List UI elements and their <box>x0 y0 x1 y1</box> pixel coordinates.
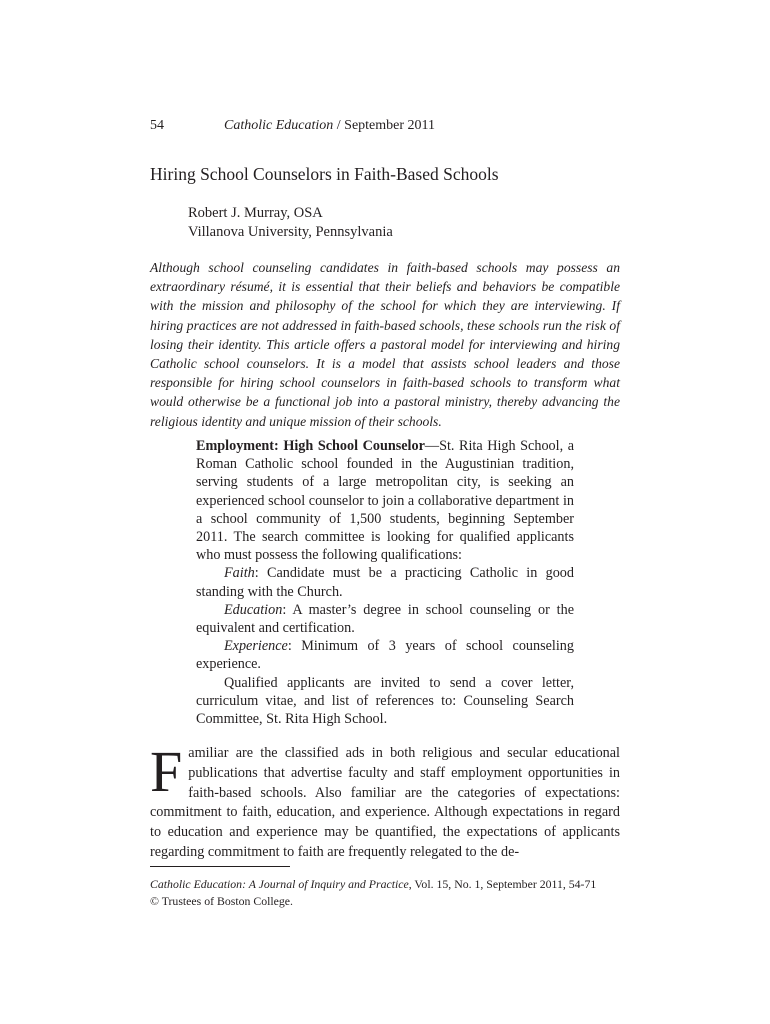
education-text: : A master’s degree in school counseling or the equivalent and certification. <box>196 601 574 637</box>
footnote <box>150 876 620 910</box>
article-title: Hiring School Counselors in Faith-Based Schools <box>150 164 499 184</box>
author-affiliation: Villanova University, Pennsylvania <box>188 224 393 240</box>
ad-faith-requirement <box>196 564 574 600</box>
page-number: 54 <box>150 118 164 133</box>
footnote-volume-info: , Vol. 15, No. 1, September 2011, 54-71 <box>408 877 597 891</box>
faith-text: : Candidate must be a practicing Catholic in good standing with the Church. <box>196 565 574 600</box>
journal-name: Catholic Education <box>224 118 334 133</box>
experience-label: Experience <box>224 638 288 655</box>
ad-closing-paragraph: Qualified applicants are invited to send a cover letter, curriculum vitae, and list of references to: Counseling Search Committee, St. Rita High School. <box>196 674 574 728</box>
ad-heading: Employment: High School Counselor <box>196 438 425 454</box>
body-paragraph <box>150 739 620 863</box>
ad-intro-paragraph <box>196 437 574 564</box>
faith-label: Faith <box>224 565 255 582</box>
footnote-journal-title: Catholic Education: A Journal of Inquiry and Practice <box>150 877 409 891</box>
job-advertisement <box>196 437 574 728</box>
drop-cap: F <box>150 739 183 804</box>
education-label: Education <box>224 601 283 618</box>
journal-date: / September 2011 <box>333 118 436 133</box>
ad-experience-requirement <box>196 637 574 673</box>
ad-intro-text: —St. Rita High School, a Roman Catholic school founded in the Augustinian tradition, serving students of a large metropolitan city, is seeking an experienced school counselor to join a collaborative department in a school community of 1,500 students, beginning September 2011. The search committee is looking for qualified applicants who must possess the following qualifications: <box>196 438 574 564</box>
author-block <box>188 204 393 242</box>
footnote-divider <box>150 866 290 867</box>
footnote-copyright: © Trustees of Boston College. <box>150 894 293 908</box>
experience-text: : Minimum of 3 years of school counseling experience. <box>196 638 574 673</box>
journal-citation-header <box>224 118 435 134</box>
ad-education-requirement <box>196 601 574 637</box>
author-name: Robert J. Murray, OSA <box>188 205 323 221</box>
abstract: Although school counseling candidates in faith-based schools may possess an extraordinary résumé, it is essential that their beliefs and behaviors be compatible with the mission and philosophy of the school for which they are interviewing. If hiring practices are not addressed in faith-based schools, these schools run the risk of losing their identity. This article offers a pastoral model for interviewing and hiring Catholic school counselors. It is a model that assists school leaders and those responsible for hiring school counselors in faith-based schools to transform what would otherwise be a functional job into a pastoral ministry, thereby advancing the religious identity and unique mission of their schools. <box>150 260 620 429</box>
footnote-citation <box>150 876 620 893</box>
body-text: amiliar are the classified ads in both religious and secular educational publications that advertise faculty and staff employment opportunities in faith-based schools. Also familiar are the categories of expectations: commitment to faith, education, and experience. Although expectations in regard to education and experience may be quantified, the expectations of applicants regarding commitment to faith are frequently relegated to the de- <box>150 745 620 860</box>
